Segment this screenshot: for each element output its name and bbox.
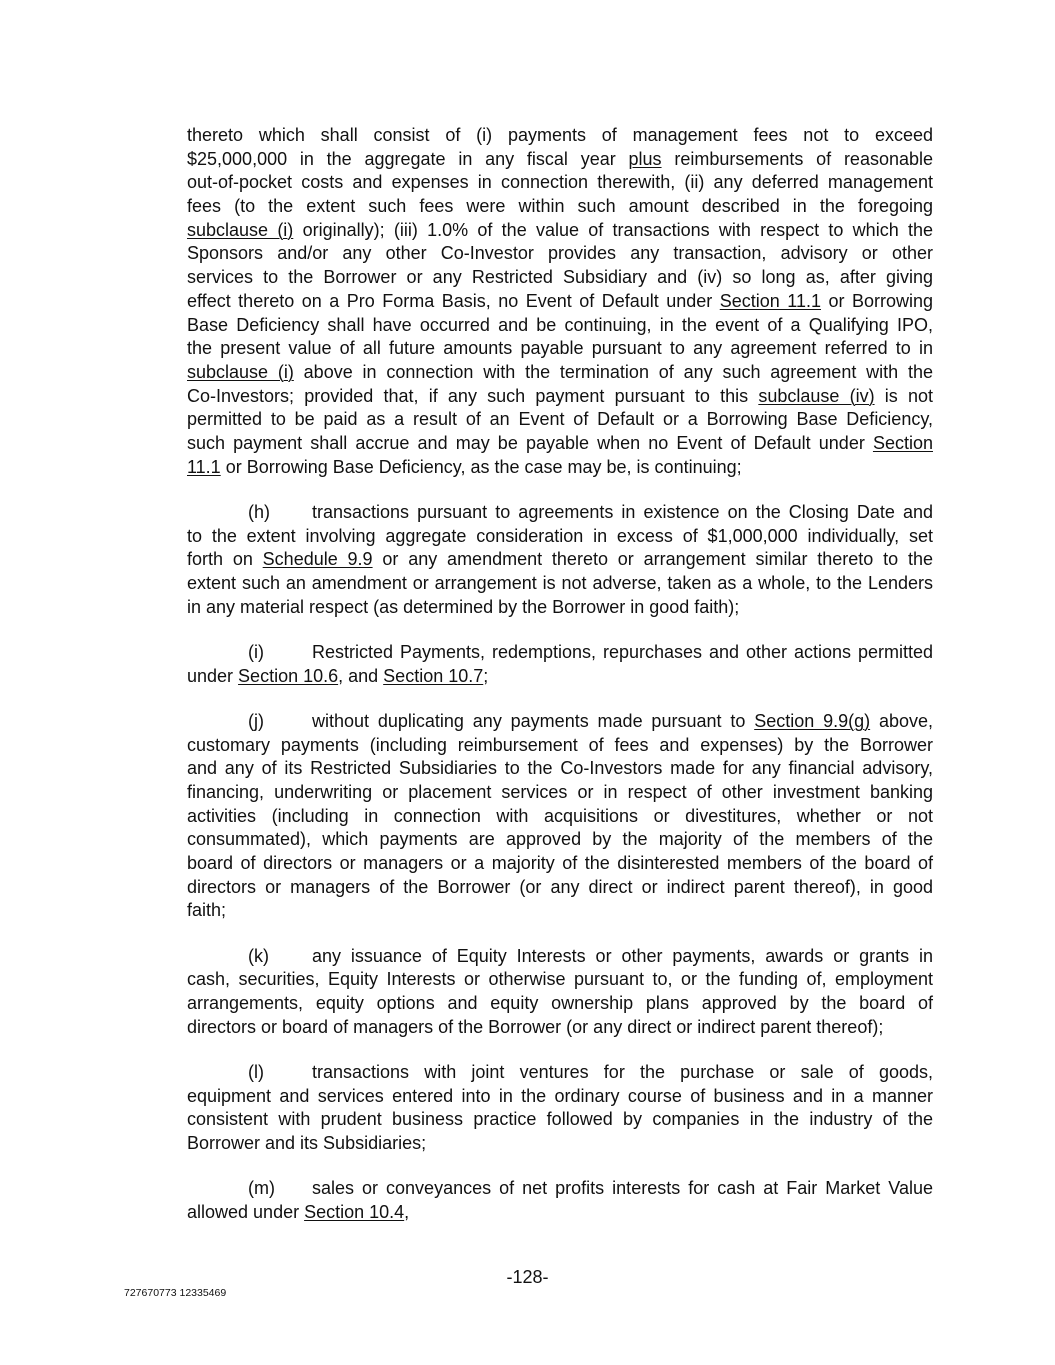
text-run: directors or board of managers of the Borrower (or any direct or indirect parent thereof); [187,1016,884,1037]
text-run: and any of its Restricted Subsidiaries to the Co-Investors made for any financial advisory, [187,758,933,779]
text-run: equipment and services entered into in the ordinary course of business and in a manner [187,1085,933,1106]
text-run: originally); (iii) 1.0% of the value of transactions with respect to which the [293,219,933,240]
text-run: Sponsors and/or any other Co-Investor provides any transaction, advisory or other [187,243,933,264]
text-run: ; [483,665,489,686]
clause-first-line [312,1177,933,1201]
text-line [187,290,933,314]
text-line [187,171,933,195]
continuation-paragraph [187,124,933,479]
text-line [187,968,933,992]
text-run: or any amendment thereto or arrangement similar thereto to the [372,549,933,570]
clause-first-line [312,945,933,969]
text-line [187,899,933,923]
cross-reference: plus [628,148,662,169]
text-line [187,195,933,219]
text-line [187,361,933,385]
text-line [187,408,933,432]
text-run: or Borrowing [820,290,933,311]
text-run: in any material respect (as determined by the Borrower in good faith); [187,596,740,617]
text-run: Co-Investors; provided that, if any such payment pursuant to this [187,385,759,406]
text-line [187,148,933,172]
text-run: permitted to be paid as a result of an Event of Default or a Borrowing Base Deficiency, [187,409,933,430]
clause-paragraph [187,1177,933,1224]
text-line [187,641,933,665]
text-line [187,876,933,900]
cross-reference: Section 10.6 [238,665,339,686]
text-run: such payment shall accrue and may be payable when no Event of Default under [187,432,873,453]
clause-paragraph [187,501,933,619]
text-run: Base Deficiency shall have occurred and be continuing, in the event of a Qualifying IPO, [187,314,933,335]
clause-first-line [312,1061,933,1085]
text-run: services to the Borrower or any Restricted Subsidiary and (iv) so long as, after giving [187,267,933,288]
clause-paragraph [187,945,933,1040]
text-line [187,596,933,620]
text-run: Restricted Payments, redemptions, repurchases and other actions permitted [312,641,933,662]
clause-label: (k) [248,945,269,966]
text-run: under [187,665,239,686]
clause-label: (l) [248,1062,264,1083]
text-line [187,266,933,290]
text-line [187,665,933,689]
text-line [187,757,933,781]
clause-paragraph [187,641,933,688]
clause-label: (m) [248,1178,275,1199]
text-run: fees (to the extent such fees were within such amount described in the foregoing [187,196,933,217]
cross-reference: subclause (i) [187,361,294,382]
text-run: cash, securities, Equity Interests or otherwise pursuant to, or the funding of, employment [187,969,933,990]
cross-reference: Schedule 9.9 [262,549,373,570]
text-line [187,1016,933,1040]
text-line [187,992,933,1016]
text-run: , [404,1202,410,1223]
text-line [187,710,933,734]
text-line [187,314,933,338]
text-run: out-of-pocket costs and expenses in connection therewith, (ii) any deferred management [187,172,933,193]
text-run: consistent with prudent business practice followed by companies in the industry of the [187,1109,933,1130]
clause-paragraph [187,710,933,923]
text-run: board of directors or managers or a majority of the disinterested members of the board of [187,853,933,874]
document-body [187,124,933,1246]
text-line [187,1132,933,1156]
clause-paragraph [187,1061,933,1156]
text-run: faith; [187,900,227,921]
text-run: above in connection with the termination of any such agreement with the [293,361,933,382]
text-run: without duplicating any payments made pursuant to [312,710,755,731]
text-line [187,456,933,480]
text-run: any issuance of Equity Interests or other payments, awards or grants in [312,945,933,966]
text-line [187,548,933,572]
document-id: 727670773 12335469 [124,1287,227,1299]
clause-label: (j) [248,710,264,731]
text-run: forth on [187,549,263,570]
text-line [187,124,933,148]
text-line [187,501,933,525]
cross-reference: Section 9.9(g) [754,710,871,731]
text-line [187,805,933,829]
clause-label: (h) [248,501,270,522]
text-line [187,1177,933,1201]
text-run: extent such an amendment or arrangement is not adverse, taken as a whole, to the Lenders [187,572,933,593]
text-run: reimbursements of reasonable [661,148,934,169]
cross-reference: subclause (iv) [758,385,875,406]
text-line [187,781,933,805]
text-line [187,1061,933,1085]
text-run: arrangements, equity options and equity ownership plans approved by the board of [187,993,933,1014]
text-run: activities (including in connection with acquisitions or divestitures, whether or not [187,805,933,826]
cross-reference: Section 10.4 [304,1202,405,1223]
text-line [187,1108,933,1132]
text-line [187,432,933,456]
text-line [187,734,933,758]
text-run: directors or managers of the Borrower (or any direct or indirect parent thereof), in good [187,876,933,897]
text-run: thereto which shall consist of (i) payments of management fees not to exceed [187,125,933,145]
text-run: effect thereto on a Pro Forma Basis, no Event of Default under [187,290,720,311]
text-run: Borrower and its Subsidiaries; [187,1133,427,1154]
text-line [187,1085,933,1109]
text-line [187,385,933,409]
text-line [187,828,933,852]
text-run: $25,000,000 in the aggregate in any fiscal year [187,148,629,169]
clause-label: (i) [248,641,264,662]
cross-reference: 11.1 [187,456,221,477]
text-line [187,572,933,596]
clause-first-line [312,641,933,665]
text-run: consummated), which payments are approved by the majority of the members of the [187,829,933,850]
page-number: -128- [506,1267,549,1287]
clause-first-line [312,501,933,525]
text-run: customary payments (including reimbursement of fees and expenses) by the Borrower [187,734,933,755]
text-line [187,1201,933,1225]
text-line [187,337,933,361]
text-run: sales or conveyances of net profits interests for cash at Fair Market Value [312,1178,933,1199]
text-line [187,219,933,243]
text-run: or Borrowing Base Deficiency, as the case may be, is continuing; [220,456,742,477]
text-run: allowed under [187,1202,305,1223]
text-run: transactions pursuant to agreements in existence on the Closing Date and [312,501,933,522]
cross-reference: Section 11.1 [719,290,821,311]
text-run: the present value of all future amounts payable pursuant to any agreement referred to in [187,338,933,359]
text-line [187,242,933,266]
text-run: , and [338,665,384,686]
cross-reference: Section [872,432,933,453]
cross-reference: subclause (i) [187,219,294,240]
text-run: to the extent involving aggregate consideration in excess of $1,000,000 individually, set [187,525,933,546]
text-line [187,945,933,969]
text-line [187,525,933,549]
text-run: is not [874,385,933,406]
cross-reference: Section 10.7 [383,665,484,686]
text-run: financing, underwriting or placement services or in respect of other investment banking [187,781,933,802]
text-run: above, [870,710,934,731]
text-run: transactions with joint ventures for the purchase or sale of goods, [312,1062,933,1083]
clause-first-line [312,710,933,734]
text-line [187,852,933,876]
